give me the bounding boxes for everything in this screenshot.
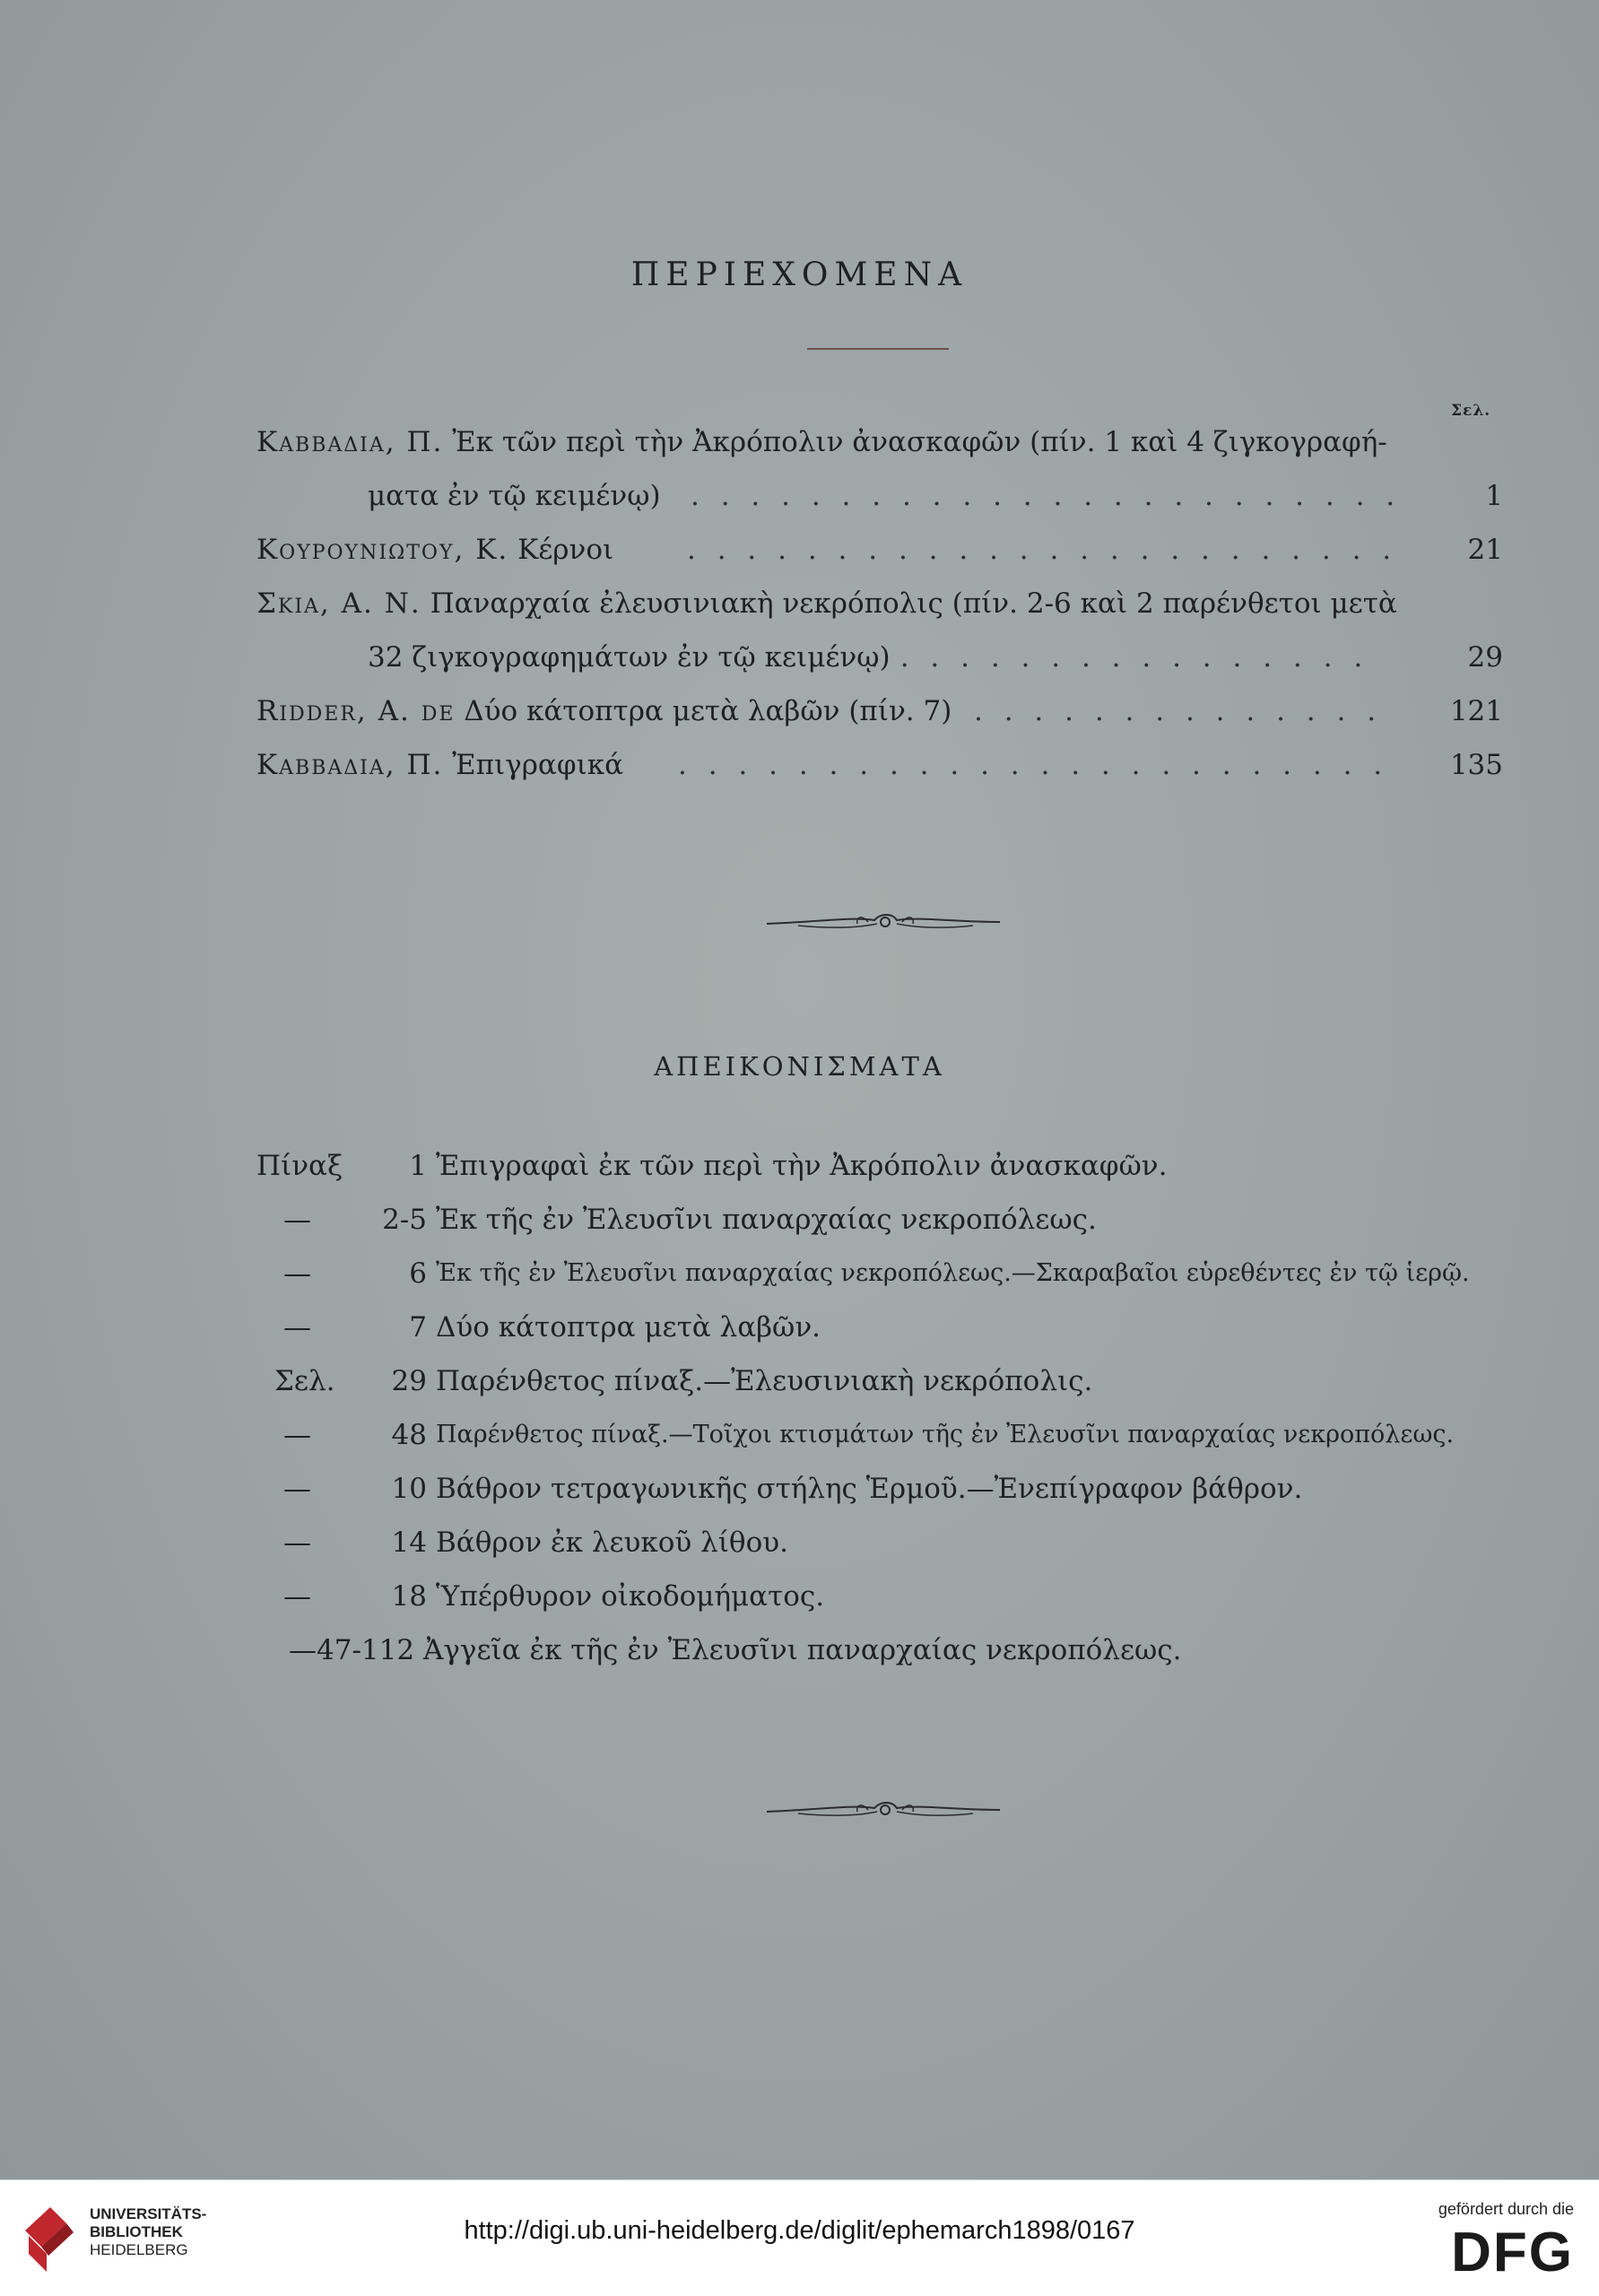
illustration-row bbox=[256, 1144, 1521, 1188]
toc-entry-4 bbox=[256, 689, 1503, 734]
toc-entry-3 bbox=[256, 581, 1503, 626]
plate-description: Βάθρον ἐκ λευκοῦ λίθου. bbox=[436, 1526, 788, 1559]
toc-page: 21 bbox=[1467, 534, 1503, 566]
plate-description: Δύο κάτοπτρα μετὰ λαβῶν. bbox=[436, 1311, 821, 1344]
illustration-row bbox=[256, 1628, 1521, 1673]
dfg-logo[interactable]: DFG bbox=[1451, 2222, 1574, 2283]
page-column-label: Σελ. bbox=[1451, 402, 1491, 420]
toc-title-cont: ματα ἐν τῷ κειμένῳ) bbox=[368, 480, 661, 512]
plate-number: 18 bbox=[391, 1580, 427, 1613]
illustration-row bbox=[256, 1305, 1521, 1350]
plate-number: 10 bbox=[391, 1473, 427, 1505]
plate-label: — bbox=[283, 1204, 311, 1236]
plate-description: Ἐπιγραφαὶ ἐκ τῶν περὶ τὴν Ἀκρόπολιν ἀνασκαφῶν. bbox=[436, 1150, 1168, 1182]
toc-author: Ridder, A. de bbox=[256, 695, 456, 727]
toc-entry-1-cont bbox=[368, 474, 1503, 518]
toc-page: 121 bbox=[1449, 695, 1503, 727]
toc-title-cont: 32 ζιγκογραφημάτων ἐν τῷ κειμένῳ) bbox=[368, 641, 891, 674]
toc-page: 1 bbox=[1485, 480, 1503, 512]
title-rule bbox=[807, 348, 949, 350]
toc-page: 135 bbox=[1449, 749, 1503, 781]
toc-author: Κουρουνιωτου, Κ. bbox=[256, 534, 509, 566]
plate-description: Ἐκ τῆς ἐν Ἐλευσῖνι παναρχαίας νεκροπόλεως. bbox=[436, 1204, 1097, 1236]
toc-entry-1 bbox=[256, 420, 1503, 465]
toc-title: Παναρχαία ἐλευσινιακὴ νεκρόπολις (πίν. 2-6 καὶ 2 παρένθετοι μετὰ bbox=[430, 587, 1397, 620]
plate-label: — bbox=[283, 1419, 311, 1451]
illustration-row bbox=[256, 1197, 1521, 1242]
plate-number: 14 bbox=[391, 1526, 427, 1559]
permalink-url[interactable]: http://digi.ub.uni-heidelberg.de/diglit/ephemarch1898/0167 bbox=[464, 2216, 1135, 2245]
plate-number: 6 bbox=[409, 1257, 427, 1290]
toc-author: Καββαδια, Π. bbox=[256, 426, 444, 458]
library-line-2: BIBLIOTHEK bbox=[90, 2223, 183, 2240]
plate-description: Παρένθετος πίναξ.—Ἐλευσινιακὴ νεκρόπολις. bbox=[436, 1365, 1093, 1397]
plate-label: —47-112 bbox=[289, 1634, 415, 1666]
plate-label: — bbox=[283, 1526, 311, 1559]
plate-number: 1 bbox=[409, 1150, 427, 1182]
illustration-row bbox=[256, 1574, 1521, 1619]
toc-title: Ἐκ τῶν περὶ τὴν Ἀκρόπολιν ἀνασκαφῶν (πίν. 1 καὶ 4 ζιγκογραφή- bbox=[452, 426, 1387, 458]
plate-description: Βάθρον τετραγωνικῆς στήλης Ἑρμοῦ.—Ἐνεπίγραφον βάθρον. bbox=[436, 1473, 1303, 1505]
leader-dots: . . . . . . . . . . . . . . bbox=[974, 695, 1377, 727]
leader-dots: . . . . . . . . . . . . . . . . . . . . . . . . bbox=[678, 749, 1383, 781]
plate-description: Ὑπέρθυρον οἰκοδομήματος. bbox=[436, 1580, 825, 1613]
ornament-divider bbox=[762, 904, 1004, 940]
toc-entry-2 bbox=[256, 527, 1503, 572]
toc-title: Ἐπιγραφικά bbox=[452, 749, 624, 781]
illustration-row bbox=[256, 1413, 1521, 1457]
illustrations-title: ΑΠΕΙΚΟΝΙΣΜΑΤΑ bbox=[654, 1051, 945, 1082]
plate-description: Ἐκ τῆς ἐν Ἐλευσῖνι παναρχαίας νεκροπόλεως.—Σκαραβαῖοι εὑρεθέντες ἐν τῷ ἱερῷ. bbox=[436, 1259, 1470, 1287]
illustration-row bbox=[256, 1466, 1521, 1511]
toc-author: Σκια, Α. Ν. bbox=[256, 587, 421, 620]
toc-title: Δύο κάτοπτρα μετὰ λαβῶν (πίν. 7) bbox=[464, 695, 952, 727]
viewer-footer bbox=[0, 2179, 1599, 2296]
plate-number: 2-5 bbox=[382, 1204, 427, 1236]
toc-page: 29 bbox=[1467, 641, 1503, 674]
plate-description: Ἀγγεῖα ἐκ τῆς ἐν Ἐλευσῖνι παναρχαίας νεκροπόλεως. bbox=[423, 1634, 1182, 1666]
toc-author: Καββαδια, Π. bbox=[256, 749, 444, 781]
plate-number: 48 bbox=[391, 1419, 427, 1451]
plate-label: — bbox=[283, 1311, 311, 1344]
plate-label: — bbox=[283, 1473, 311, 1505]
leader-dots: . . . . . . . . . . . . . . . . . . . . . . . . bbox=[687, 534, 1392, 566]
plate-description: Παρένθετος πίναξ.—Τοῖχοι κτισμάτων τῆς ἐν Ἐλευσῖνι παναρχαίας νεκροπόλεως. bbox=[436, 1421, 1455, 1448]
illustration-row bbox=[256, 1520, 1521, 1565]
plate-number: 7 bbox=[409, 1311, 427, 1344]
plate-label: — bbox=[283, 1257, 311, 1290]
illustration-row bbox=[256, 1359, 1521, 1404]
library-line-3: HEIDELBERG bbox=[90, 2241, 188, 2258]
toc-entry-5 bbox=[256, 743, 1503, 787]
toc-title: Κέρνοι bbox=[517, 534, 614, 566]
library-line-1: UNIVERSITÄTS- bbox=[90, 2205, 207, 2222]
toc-entry-3-cont bbox=[368, 635, 1503, 680]
plate-number: 29 bbox=[391, 1365, 427, 1397]
leader-dots: . . . . . . . . . . . . . . . . . . . . . . . . bbox=[691, 480, 1395, 512]
leader-dots: . . . . . . . . . . . . . . . . . bbox=[870, 641, 1363, 674]
illustration-row bbox=[256, 1251, 1521, 1296]
ornament-divider bbox=[762, 1792, 1004, 1828]
plate-label: Πίναξ bbox=[256, 1150, 343, 1182]
contents-title: ΠΕΡΙΕΧΟΜΕΝΑ bbox=[630, 257, 969, 293]
plate-label: — bbox=[283, 1580, 311, 1613]
funded-by-label: gefördert durch die bbox=[1438, 2200, 1574, 2218]
plate-label: Σελ. bbox=[274, 1365, 335, 1397]
